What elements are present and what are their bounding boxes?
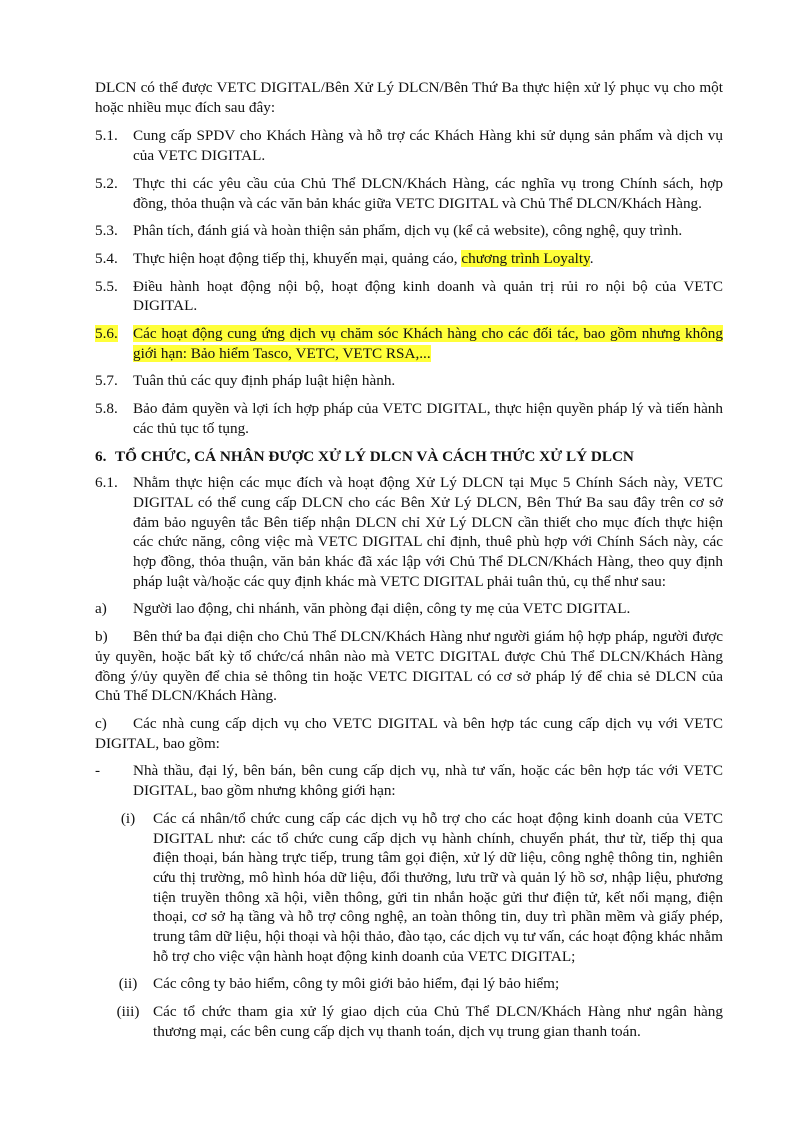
clause-text: Người lao động, chi nhánh, văn phòng đại diện, công ty mẹ của VETC DIGITAL. <box>133 600 631 618</box>
purpose-text: Điều hành hoạt động nội bộ, hoạt động kinh doanh và quản trị rủi ro nội bộ của VETC DIGITAL. <box>133 277 723 315</box>
purpose-number <box>95 324 133 363</box>
purpose-number: 5.7. <box>95 372 118 390</box>
purpose-item <box>95 399 723 438</box>
clause-text: Nhằm thực hiện các mục đích và hoạt động Xử Lý DLCN tại Mục 5 Chính Sách này, VETC DIGITAL có thể cung cấp DLCN cho các Bên Xử Lý DLCN, Bên Thứ Ba sau đây trên cơ sở đảm bảo nguyên tắc Bên tiếp nhận DLCN chỉ Xử Lý DLCN cần thiết cho mục đích thực hiện các chức năng, công việc mà VETC DIGITAL chỉ định, thuê phù hợp với Chính Sách này, các hợp đồng, thỏa thuận, văn bản khác đã xác lập với Chủ Thể DLCN/Khách Hàng, theo quy định pháp luật và/hoặc các quy định khác mà VETC DIGITAL phải tuân thủ, cụ thể như sau: <box>133 474 723 590</box>
roman-item <box>95 809 723 967</box>
purpose-number: 5.1. <box>95 127 118 145</box>
dash-item <box>95 761 723 800</box>
purpose-text <box>133 324 723 363</box>
roman-text: Các tổ chức tham gia xử lý giao dịch của Chủ Thể DLCN/Khách Hàng như ngân hàng thương mại, các bên cung cấp dịch vụ thanh toán, dịch vụ trung gian thanh toán. <box>153 1003 723 1040</box>
purpose-number: 5.4. <box>95 249 118 267</box>
clause-b <box>95 627 723 706</box>
clause-letter: b) <box>95 628 108 646</box>
roman-number: (iii) <box>116 1003 140 1021</box>
purpose-item <box>95 249 723 269</box>
intro-paragraph: DLCN có thể được VETC DIGITAL/Bên Xử Lý DLCN/Bên Thứ Ba thực hiện xử lý phục vụ cho một hoặc nhiều mục đích sau đây: <box>95 79 723 116</box>
purpose-text-end: . <box>589 249 594 267</box>
purpose-item <box>95 371 723 391</box>
purpose-item <box>95 174 723 213</box>
purpose-text: Phân tích, đánh giá và hoàn thiện sản phẩm, dịch vụ (kể cả website), công nghệ, quy trình. <box>133 222 683 240</box>
purpose-number: 5.2. <box>95 174 118 192</box>
purpose-text: Cung cấp SPDV cho Khách Hàng và hỗ trợ các Khách Hàng khi sử dụng sản phẩm và dịch vụ của VETC DIGITAL. <box>133 127 723 165</box>
purpose-text <box>133 249 723 269</box>
roman-text: Các cá nhân/tổ chức cung cấp các dịch vụ hỗ trợ cho các hoạt động kinh doanh của VETC DIGITAL như: các tổ chức cung cấp dịch vụ hành chính, chuyển phát, thư từ, tiếp thị qua điện thoại, bán hàng trực tiếp, trung tâm gọi điện, xử lý dữ liệu, công nghệ thông tin, nghiên cứu thị trường, mô hình hóa dữ liệu, đổi thưởng, lưu trữ và quản lý hồ sơ, nhập liệu, phương tiện truyền thông xã hội, viễn thông, gửi tin nhắn hoặc gửi thư điện tử, kết nối mạng, điện thoại, cơ sở hạ tầng và hỗ trợ công nghệ, an toàn thông tin, duy trì phần mềm và giấy phép, trung tâm dữ liệu, hội thoại và hội thảo, đào tạo, các dịch vụ tư vấn, các hoạt động khác nhằm hỗ trợ cho việc vận hành hoạt động kinh doanh của VETC DIGITAL; <box>153 809 723 965</box>
highlighted-text: chương trình Loyalty <box>461 249 590 267</box>
section-heading <box>95 447 723 467</box>
clause-a <box>95 599 723 619</box>
clause-text: Các nhà cung cấp dịch vụ cho VETC DIGITAL và bên hợp tác cung cấp dịch vụ với VETC DIGITAL, bao gồm: <box>95 714 723 752</box>
purpose-text-start: Thực hiện hoạt động tiếp thị, khuyến mại, quảng cáo, <box>133 249 462 267</box>
highlighted-number: 5.6. <box>95 325 118 343</box>
section-number: 6. <box>95 447 107 465</box>
purpose-item <box>95 277 723 316</box>
roman-number: (i) <box>120 809 136 827</box>
purpose-item <box>95 221 723 241</box>
highlighted-text: Các hoạt động cung ứng dịch vụ chăm sóc Khách hàng cho các đối tác, bao gồm nhưng không giới hạn: Bảo hiểm Tasco, VETC, VETC RSA,... <box>133 325 723 362</box>
document-page <box>95 78 723 1050</box>
clause-number: 6.1. <box>95 474 118 492</box>
purpose-text: Thực thi các yêu cầu của Chủ Thể DLCN/Khách Hàng, các nghĩa vụ trong Chính sách, hợp đồng, thỏa thuận và các văn bản khác giữa VETC DIGITAL và Chủ Thể DLCN/Khách Hàng. <box>133 174 723 212</box>
clause-6-1 <box>95 473 723 591</box>
purpose-number: 5.8. <box>95 400 118 418</box>
purpose-text: Bảo đảm quyền và lợi ích hợp pháp của VETC DIGITAL, thực hiện quyền pháp lý và tiến hành các thủ tục tố tụng. <box>133 400 723 437</box>
purpose-item <box>95 126 723 165</box>
clause-text: Bên thứ ba đại diện cho Chủ Thể DLCN/Khách Hàng như người giám hộ hợp pháp, người được ủy quyền, hoặc bất kỳ tổ chức/cá nhân nào mà VETC DIGITAL được Chủ Thể DLCN/Khách Hàng đồng ý/ủy quyền để chia sẻ thông tin hoặc VETC DIGITAL có cơ sở pháp lý để chia sẻ DLCN của Chủ Thể DLCN/Khách Hàng. <box>95 628 723 705</box>
dash-text: Nhà thầu, đại lý, bên bán, bên cung cấp dịch vụ, nhà tư vấn, hoặc các bên hợp tác với VETC DIGITAL, bao gồm nhưng không giới hạn: <box>133 762 723 800</box>
roman-item <box>95 1002 723 1041</box>
purpose-item-highlighted <box>95 324 723 363</box>
roman-text: Các công ty bảo hiểm, công ty môi giới bảo hiểm, đại lý bảo hiểm; <box>153 975 560 993</box>
section-title: TỔ CHỨC, CÁ NHÂN ĐƯỢC XỬ LÝ DLCN VÀ CÁCH THỨC XỬ LÝ DLCN <box>115 447 634 465</box>
roman-item <box>95 974 723 994</box>
clause-letter: c) <box>95 714 107 732</box>
purpose-number: 5.3. <box>95 222 118 240</box>
dash-marker: - <box>95 762 101 780</box>
clause-letter: a) <box>95 600 107 618</box>
clause-c <box>95 714 723 753</box>
purpose-text: Tuân thủ các quy định pháp luật hiện hành. <box>133 372 396 390</box>
roman-number: (ii) <box>118 975 138 993</box>
purpose-number: 5.5. <box>95 277 118 295</box>
